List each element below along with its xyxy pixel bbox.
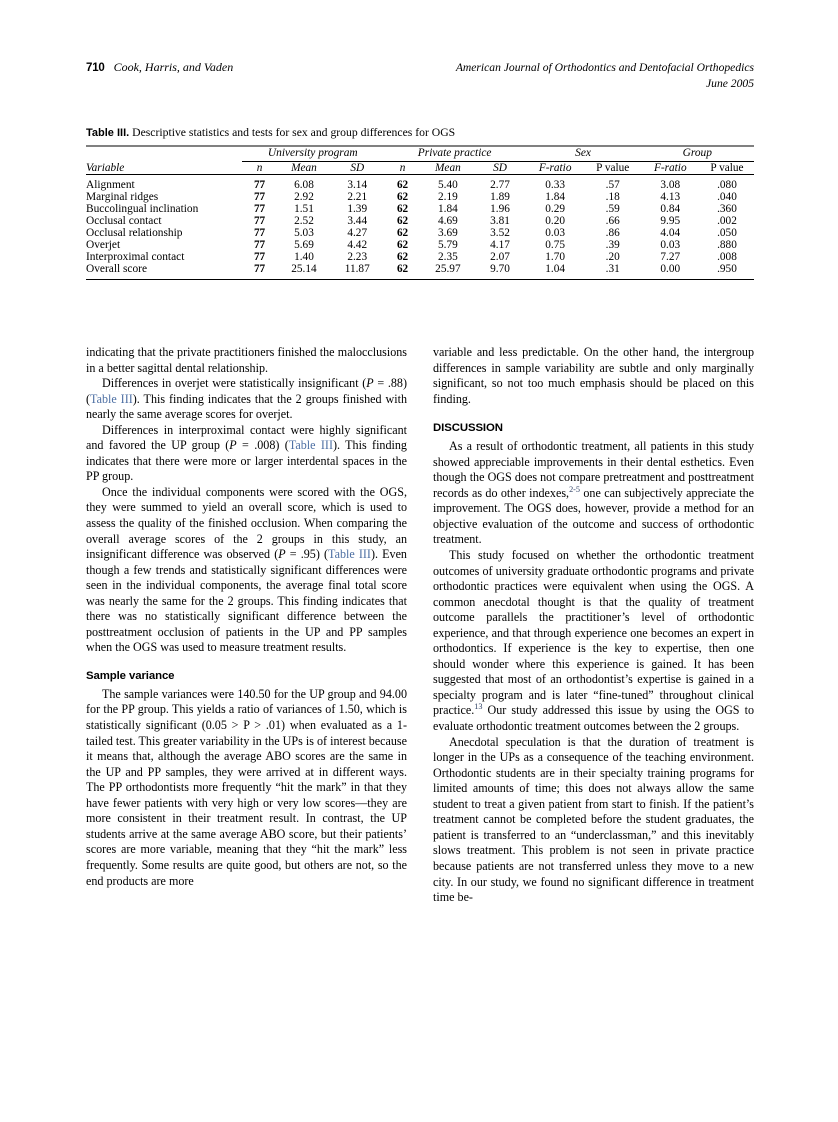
cell-up-n: 77 [253,251,266,263]
cell-pp-n: 62 [396,239,409,251]
cell-pp-mean: 5.79 [438,239,458,251]
cell-group-fratio: 4.04 [660,227,681,239]
issue-date: June 2005 [706,76,754,90]
cell-variable: Alignment [86,179,135,191]
cell-up-n: 77 [253,215,266,227]
paragraph-text: Once the individual components were scored with the OGS, they were summed to yield an overall score, which is used to assess the quality of the finished occlusion. When comparing the overall average scores of the 2 groups in this study, an insignificant difference was observed ( [86,484,407,562]
cell-sex-fratio: 0.75 [545,239,566,251]
paragraph-text: Differences in overjet were statistically insignificant ( [102,376,367,391]
cell-pp-n: 62 [396,179,409,191]
cell-up-mean: 1.40 [294,251,314,263]
cell-sex-pvalue: .59 [605,203,620,215]
cell-up-sd: 2.23 [347,251,368,263]
col-header-pp-n: n [399,162,406,174]
col-header-sex-pvalue: P value [596,162,630,174]
cell-pp-n: 62 [396,215,409,227]
table-caption-text: Descriptive statistics and tests for sex and group differences for OGS [132,126,456,139]
cell-group-fratio: 7.27 [660,251,681,263]
cell-group-pvalue: .880 [717,239,737,251]
cell-group-fratio: 0.03 [660,239,681,251]
paragraph-text: Our study addressed this issue by using the OGS to evaluate orthodontic treatment outcomes between the 2 groups. [433,703,754,734]
cell-pp-n: 62 [396,263,409,275]
paragraph [86,687,407,889]
cell-up-mean: 5.69 [294,239,314,251]
cell-pp-mean: 2.19 [438,191,458,203]
table-row [86,263,754,280]
cell-group-pvalue: .040 [717,191,737,203]
paragraph-text: one can subjectively appreciate the improvement. The OGS does, however, provide a method for an objective evaluation of the outcome and success of orthodontic treatment. [433,485,754,547]
cell-up-sd: 1.39 [347,203,368,215]
paragraph-text: = .008) ( [236,438,289,453]
cell-up-sd: 4.42 [347,239,368,251]
descriptive-statistics-table [86,145,754,280]
citation-reference[interactable]: 2-5 [569,484,580,494]
col-header-group-pvalue: P value [710,162,744,174]
cell-sex-pvalue: .31 [605,263,620,275]
cell-sex-fratio: 1.84 [545,191,566,203]
cell-group-pvalue: .950 [717,263,737,275]
cell-up-sd: 3.14 [347,179,368,191]
paragraph-text: The sample variances were 140.50 for the UP group and 94.00 for the PP group. This yields a ratio of variances of 1.50, which is statistically significant (0.05 > P > .01) when evaluated as a 1-tailed test. This greater variability in the UPs is of interest because it means that, although the average ABO scores are the same in the UP and PP samples, they were arrived at in different ways. The PP orthodontists more frequently “hit the mark” in that they have fewer patients with very high or very low scores—they are more consistent in their treatment result. In contrast, the UP students arrive at the same average ABO score, but their patients’ scores are more variable, meaning that they “hit the mark” less frequently. Some results are quite good, but others are not, so the end products are more [86,686,407,888]
cell-sex-fratio: 0.33 [545,179,566,191]
group-header-spacer [86,147,242,162]
cell-variable: Occlusal contact [86,215,162,227]
table-body [86,175,754,280]
cell-up-sd: 4.27 [347,227,368,239]
cell-sex-fratio: 1.04 [545,263,566,275]
cell-sex-pvalue: .66 [605,215,620,227]
cell-group-pvalue: .002 [717,215,737,227]
cell-sex-fratio: 1.70 [545,251,566,263]
cell-pp-mean: 25.97 [435,263,461,275]
paragraph [86,423,407,485]
cell-up-n: 77 [253,191,266,203]
col-header-up-n: n [256,162,263,174]
col-header-variable: Variable [86,162,125,174]
cell-group-fratio: 0.84 [660,203,681,215]
citation-reference[interactable]: 13 [474,702,483,712]
cell-pp-mean: 1.84 [438,203,458,215]
cell-group-pvalue: .050 [717,227,737,239]
running-head-left [86,60,233,75]
group-header-university-program: University program [242,147,384,162]
paragraph [86,485,407,656]
cell-variable: Marginal ridges [86,191,159,203]
cell-group-pvalue: .360 [717,203,737,215]
table-row [86,227,754,239]
running-head [86,60,754,104]
table-column-header-row [86,162,754,175]
cell-group-pvalue: .080 [717,179,737,191]
col-header-pp-mean: Mean [435,162,461,174]
cell-pp-sd: 3.81 [490,215,510,227]
cell-sex-fratio: 0.03 [545,227,566,239]
cell-up-sd: 11.87 [344,263,370,275]
cell-sex-pvalue: .39 [605,239,620,251]
cell-up-n: 77 [253,263,266,275]
cell-sex-pvalue: .57 [605,179,620,191]
cell-sex-fratio: 0.20 [545,215,566,227]
body-column-left [86,345,407,889]
paragraph-text: Anecdotal speculation is that the duration of treatment is longer in the UPs as a consequence of the teaching environment. Orthodontic students are in their specialty training programs for limited amounts of time; this does not always allow the same student to treat a given patient from start to finish. If the patient’s treatment cannot be completed before the student graduates, the patient is transferred to an “underclassman,” and this inevitably slows treatment. This problem is not seen in private practice because patients are not transferred unless they move to a new city. In our study, we found no significant difference in treatment time be- [433,734,754,905]
stat-symbol-p: P [278,547,286,562]
cell-up-mean: 25.14 [291,263,317,275]
cell-variable: Interproximal contact [86,251,185,263]
cell-sex-fratio: 0.29 [545,203,566,215]
paragraph-text: Differences in interproximal contact were highly significant and favored the UP group ( [86,422,407,453]
paragraph [86,376,407,423]
table-row [86,239,754,251]
table-row [86,191,754,203]
cell-up-n: 77 [253,227,266,239]
section-heading-sample-variance: Sample variance [86,669,175,682]
cell-pp-mean: 4.69 [438,215,458,227]
cell-up-n: 77 [253,203,266,215]
group-header-group: Group [641,147,754,162]
table-row [86,175,754,192]
cell-pp-sd: 4.17 [490,239,510,251]
paragraph-text: variable and less predictable. On the other hand, the intergroup differences in sample variability are subtle and only marginally significant, so not too much emphasis should be placed on this finding. [433,345,754,406]
cell-pp-sd: 1.96 [490,203,510,215]
cell-sex-pvalue: .86 [605,227,620,239]
cell-pp-sd: 2.07 [490,251,510,263]
cell-pp-sd: 2.77 [490,179,510,191]
page-number: 710 [86,62,105,74]
cell-pp-n: 62 [396,203,409,215]
cell-sex-pvalue: .18 [605,191,620,203]
cell-up-sd: 3.44 [347,215,368,227]
group-header-sex: Sex [525,147,640,162]
cell-up-mean: 1.51 [294,203,314,215]
table-container [86,126,754,280]
cell-up-mean: 2.52 [294,215,314,227]
cell-pp-sd: 1.89 [490,191,510,203]
cell-sex-pvalue: .20 [605,251,620,263]
cell-variable: Overjet [86,239,121,251]
cell-variable: Occlusal relationship [86,227,183,239]
paragraph-text: ). This finding indicates that the 2 groups finished with nearly the same average scores for overjet. [86,391,407,422]
paragraph-text: = .95) ( [285,547,329,562]
cell-pp-sd: 3.52 [490,227,510,239]
paragraph [433,345,754,407]
body-column-right [433,345,754,906]
group-header-private-practice: Private practice [384,147,526,162]
paragraph [433,439,754,548]
col-header-sex-fratio: F-ratio [538,162,572,174]
cell-pp-n: 62 [396,251,409,263]
cell-up-n: 77 [253,179,266,191]
cell-pp-n: 62 [396,191,409,203]
paragraph [433,548,754,735]
paragraph-text: ). This finding indicates that there were more or larger interdental spaces in the PP group. [86,438,407,484]
table-label: Table III. [86,127,130,139]
cell-up-mean: 5.03 [294,227,314,239]
cell-group-fratio: 3.08 [660,179,681,191]
table-caption [86,126,754,140]
table-row [86,203,754,215]
paragraph-text: This study focused on whether the orthodontic treatment outcomes of university graduate orthodontic programs and private orthodontic practices were equivalent when using the OGS. A common anecdotal thought is that the quality of treatment outcome parallels the practitioner’s level of orthodontic experience, and that through experience one becomes an expert in orthodontics. If experience is the key to expertise, then one should wonder where this experience is gained. It has been suggested that most of an orthodontist’s expertise is gained in a specialty program and is later “fine-tuned” throughout clinical practice. [433,548,754,718]
cell-up-mean: 2.92 [294,191,314,203]
cell-pp-sd: 9.70 [490,263,510,275]
cell-group-fratio: 0.00 [660,263,681,275]
stat-symbol-p: P [366,376,374,391]
cell-up-sd: 2.21 [347,191,368,203]
col-header-up-sd: SD [350,162,365,174]
table-row [86,251,754,263]
col-header-group-fratio: F-ratio [653,162,687,174]
journal-title: American Journal of Orthodontics and Dentofacial Orthopedics [455,61,754,74]
table-rule-bottom [86,280,754,281]
paragraph [86,345,407,376]
cell-pp-n: 62 [396,227,409,239]
table-iii-crossref-link[interactable]: Table III [288,438,333,453]
table-row [86,215,754,227]
stat-symbol-p: P [229,438,237,453]
paragraph [433,735,754,906]
cell-up-n: 77 [253,239,266,251]
cell-pp-mean: 2.35 [438,251,458,263]
paragraph-text: indicating that the private practitioners finished the malocclusions in a better sagittal dental relationship. [86,345,407,375]
running-head-right [456,60,754,91]
paragraph-text: ). Even though a few trends and statistically significant differences were seen in the individual components, the average final total score was nearly the same for the 2 groups. This finding indicates that there was no statistically significant difference between the posttreatment occlusion of patients in the UP and PP samples when the OGS was used to measure treatment results. [86,547,407,655]
paragraph-text: As a result of orthodontic treatment, all patients in this study showed appreciable improvements in their dental esthetics. Even though the OGS does not compare pretreatment and posttreatment records as do other indexes, [433,439,754,500]
running-head-authors: Cook, Harris, and Vaden [113,60,234,74]
section-heading-discussion: DISCUSSION [433,422,503,435]
cell-variable: Buccolingual inclination [86,203,199,215]
table-iii-crossref-link[interactable]: Table III [328,547,371,562]
cell-pp-mean: 5.40 [438,179,458,191]
paragraph-text: = .88) ( [86,376,408,406]
col-header-up-mean: Mean [291,162,317,174]
col-header-pp-sd: SD [493,162,507,174]
cell-group-fratio: 9.95 [660,215,681,227]
cell-variable: Overall score [86,263,148,275]
table-group-header-row [86,147,754,162]
cell-pp-mean: 3.69 [438,227,458,239]
cell-up-mean: 6.08 [294,179,314,191]
cell-group-pvalue: .008 [717,251,737,263]
cell-group-fratio: 4.13 [660,191,681,203]
table-iii-crossref-link[interactable]: Table III [90,391,133,406]
